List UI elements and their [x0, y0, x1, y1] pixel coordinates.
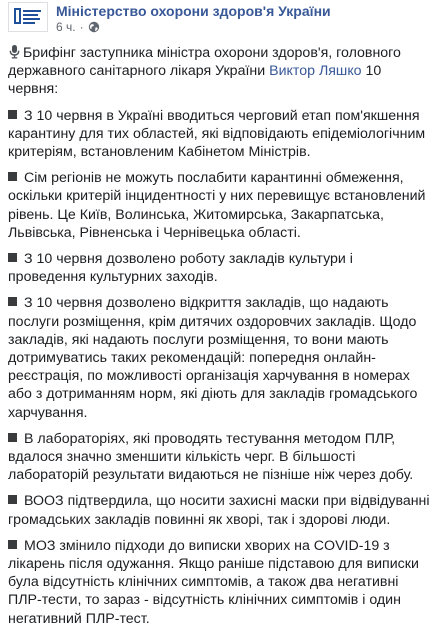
- bullet-paragraph: [8, 107, 432, 162]
- bullet-text: З 10 червня дозволено роботу закладів культури і проведення культурних заходів.: [8, 251, 353, 286]
- meta-separator: ·: [79, 20, 84, 34]
- bullet-paragraph: [8, 430, 432, 485]
- bullet-paragraph: [8, 294, 432, 421]
- avatar[interactable]: [8, 2, 48, 32]
- black-square-icon: [8, 172, 17, 181]
- post-time[interactable]: 6 ч.: [56, 20, 76, 34]
- black-square-icon: [8, 110, 17, 119]
- post-meta: [56, 20, 331, 34]
- header-text: [56, 2, 331, 34]
- post-header: [8, 0, 436, 40]
- bullet-text: Сім регіонів не можуть послабити карантинні обмеження, оскільки критерій інцидентності у них перевищує встановлений рівень. Це Київ, Волинська, Житомирська, Закарпатська, Львівська, Рівненська і Чернівецька області.: [8, 170, 426, 241]
- black-square-icon: [8, 433, 17, 442]
- ministry-logo-icon: [13, 5, 43, 29]
- bullet-text: В лабораторіях, які проводять тестування методом ПЛР, вдалося значно зменшити кількість черг. В більшості лабораторій результати видаються не пізніше ніж через добу.: [8, 430, 414, 484]
- bullet-text: З 10 червня дозволено відкриття закладів, що надають послуги розміщення, крім дитячих оздоровчих закладів. Щодо закладів, які надають послуги розміщення, то вони мають дотримуватись таких рекомендацій: попередня онлайн-реєстрація, по можливості організація харчування в номерах або з дотриманням норм, які діють для закладів громадського харчування.: [8, 295, 418, 421]
- post-intro: [8, 44, 432, 99]
- globe-icon[interactable]: [88, 21, 100, 33]
- black-square-icon: [8, 253, 17, 262]
- intro-text-after: 10 червня:: [8, 63, 382, 98]
- black-square-icon: [8, 495, 17, 504]
- microphone-icon: [8, 44, 21, 59]
- page-name-link[interactable]: Міністерство охорони здоров'я України: [56, 3, 331, 19]
- bullet-paragraph: [8, 492, 432, 528]
- bullet-text: З 10 червня в Україні вводиться черговий етап пом'якшення карантину для тих областей, які відповідають епідеміологічним критеріям, встановленим Кабінетом Міністрів.: [8, 107, 426, 161]
- bullet-paragraph: [8, 537, 432, 628]
- black-square-icon: [8, 297, 17, 306]
- black-square-icon: [8, 540, 17, 549]
- bullet-paragraph: [8, 169, 432, 242]
- bullet-paragraph: [8, 250, 432, 286]
- tagged-person-link[interactable]: Виктор Ляшко: [269, 63, 362, 80]
- bullet-text: МОЗ змінило підходи до виписки хворих на COVID-19 з лікарень після одужання. Якщо раніше підставою для виписки була відсутність клінічних симптомів, а також два негативні ПЛР-тести, то зараз - відсутність клінічних симптомів і один негативний ПЛР-тест.: [8, 537, 419, 627]
- post-body: [8, 44, 436, 628]
- intro-text-before: Брифінг заступника міністра охорони здоров'я, головного державного санітарного лікаря України: [8, 45, 401, 80]
- bullet-text: ВООЗ підтвердила, що носити захисні маски при відвідуванні громадських закладів повинні як хворі, так і здорові люди.: [8, 493, 430, 528]
